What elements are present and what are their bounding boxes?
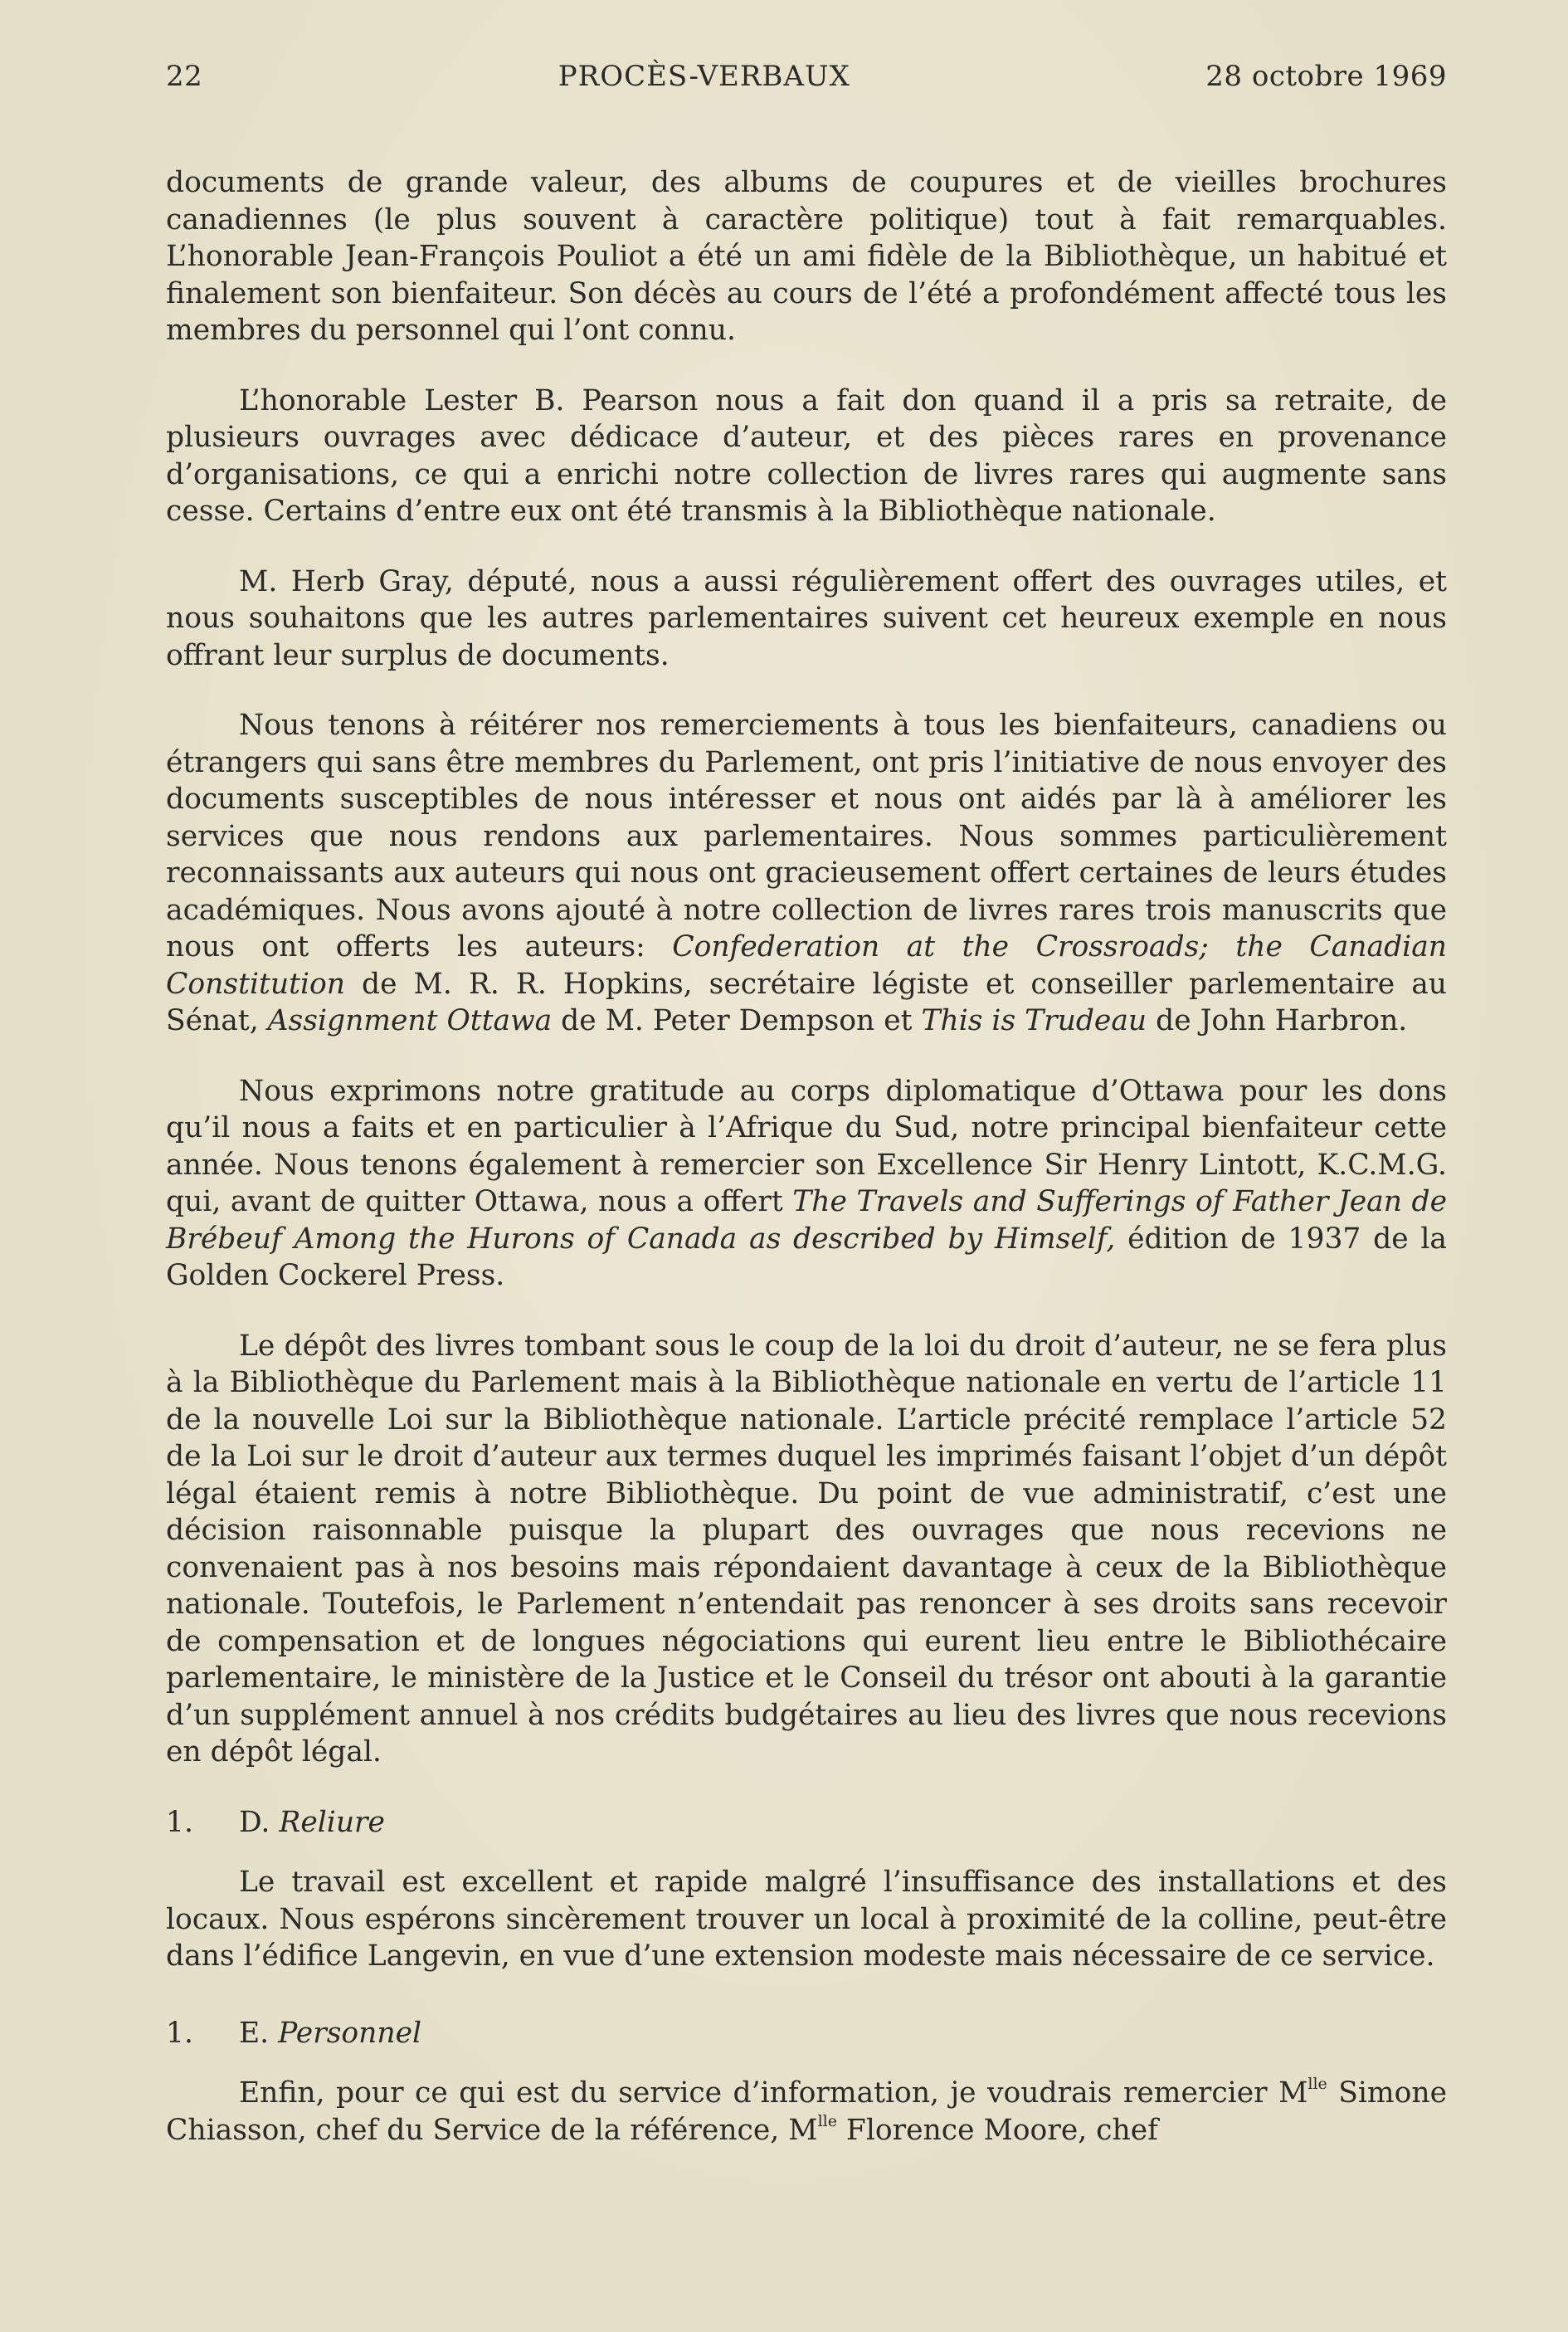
book-title-brebeuf: The Travels and Sufferings of Father Jean de Brébeuf Among the Hurons of Canada as described by Himself, (166, 1185, 1447, 1256)
section-letter: D. (239, 1805, 270, 1839)
paragraph-4-text-b: de M. R. R. Hopkins, secrétaire légiste et conseiller parlementaire au Sénat, (166, 967, 1447, 1037)
section-label: Reliure (279, 1805, 385, 1839)
paragraph-8 (166, 2075, 1447, 2149)
running-title: PROCÈS-VERBAUX (558, 60, 850, 93)
section-number: 1. (166, 2016, 193, 2050)
paragraph-4-text-a: Nous tenons à réitérer nos remerciements à tous les bienfaiteurs, canadiens ou étrangers qui sans être membres du Parlement, ont pris l’initiative de nous envoyer des documents susceptibles de nous intéresser et nous ont aidés par là à améliorer les services que nous rendons aux parlementaires. Nous sommes particulièrement reconnaissants aux auteurs qui nous ont gracieusement offert certaines de leurs études académiques. Nous avons ajouté à notre collection de livres rares trois manuscrits que nous ont offerts les auteurs: (166, 709, 1447, 964)
book-title-assignment-ottawa: Assignment Ottawa (267, 1004, 553, 1037)
section-letter: E. (239, 2016, 270, 2050)
book-title-this-is-trudeau: This is Trudeau (921, 1004, 1147, 1037)
paragraph-4-text-d: de John Harbron. (1147, 1004, 1408, 1037)
paragraph-3: M. Herb Gray, député, nous a aussi régulièrement offert des ouvrages utiles, et nous souhaitons que les autres parlementaires suivent cet heureux exemple en nous offrant leur surplus de documents. (166, 564, 1447, 672)
book-title-confederation: Confederation at the Crossroads; the Canadian Constitution (166, 930, 1447, 1001)
paragraph-2: L’honorable Lester B. Pearson nous a fait don quand il a pris sa retraite, de plusieurs ouvrages avec dédicace d’auteur, et des pièces rares en provenance d’organisations, ce qui a enrichi notre collection de livres rares qui augmente sans cesse. Certains d’entre eux ont été transmis à la Bibliothèque nationale. (166, 383, 1447, 528)
section-number: 1. (166, 1805, 193, 1839)
paragraph-4-text-c: de M. Peter Dempson et (552, 1004, 922, 1037)
paragraph-8-text-b: Simone Chiasson, chef du Service de la référence, M (166, 2076, 1447, 2147)
paragraph-8-text-c: Florence Moore, chef (836, 2113, 1158, 2147)
paragraph-5-text-a: Nous exprimons notre gratitude au corps diplomatique d’Ottawa pour les dons qu’il nous a faits et en particulier à l’Afrique du Sud, notre principal bienfaiteur cette année. Nous tenons également à remercier son Excellence Sir Henry Lintott, K.C.M.G. qui, avant de quitter Ottawa, nous a offert (166, 1074, 1447, 1218)
superscript-lle: lle (817, 2111, 837, 2130)
paragraph-5-text-b: édition de 1937 de la Golden Cockerel Press. (166, 1222, 1447, 1292)
section-heading-reliure (166, 1804, 1447, 1842)
paragraph-7: Le travail est excellent et rapide malgré l’insuffisance des installations et des locaux. Nous espérons sincèrement trouver un local à proximité de la colline, peut-être dans l’édifice Langevin, en vue d’une extension modeste mais nécessaire de ce service. (166, 1866, 1447, 1973)
page-header (166, 60, 1447, 93)
page-number: 22 (166, 60, 203, 93)
section-label: Personnel (278, 2016, 422, 2050)
paragraph-5 (166, 1073, 1447, 1295)
page-body (166, 164, 1447, 2149)
paragraph-8-text-a: Enfin, pour ce qui est du service d’information, je voudrais remercier M (239, 2076, 1308, 2110)
section-heading-personnel (166, 2015, 1447, 2052)
header-date: 28 octobre 1969 (1205, 60, 1447, 93)
paragraph-4 (166, 707, 1447, 1040)
paragraph-1: documents de grande valeur, des albums de coupures et de vieilles brochures canadiennes (le plus souvent à caractère politique) tout à fait remarquables. L’honorable Jean-François Pouliot a été un ami fidèle de la Bibliothèque, un habitué et finalement son bienfaiteur. Son décès au cours de l’été a profondément affecté tous les membres du personnel qui l’ont connu. (166, 166, 1447, 347)
paragraph-6: Le dépôt des livres tombant sous le coup de la loi du droit d’auteur, ne se fera plus à la Bibliothèque du Parlement mais à la Bibliothèque nationale en vertu de l’article 11 de la nouvelle Loi sur la Bibliothèque nationale. L’article précité remplace l’article 52 de la Loi sur le droit d’auteur aux termes duquel les imprimés faisant l’objet d’un dépôt légal étaient remis à notre Bibliothèque. Du point de vue administratif, c’est une décision raisonnable puisque la plupart des ouvrages que nous recevions ne convenaient pas à nos besoins mais répondaient davantage à ceux de la Bibliothèque nationale. Toutefois, le Parlement n’entendait pas renoncer à ses droits sans recevoir de compensation et de longues négociations qui eurent lieu entre le Bibliothécaire parlementaire, le ministère de la Justice et le Conseil du trésor ont abouti à la garantie d’un supplément annuel à nos crédits budgétaires au lieu des livres que nous recevions en dépôt légal. (166, 1329, 1447, 1769)
superscript-lle: lle (1307, 2074, 1327, 2093)
